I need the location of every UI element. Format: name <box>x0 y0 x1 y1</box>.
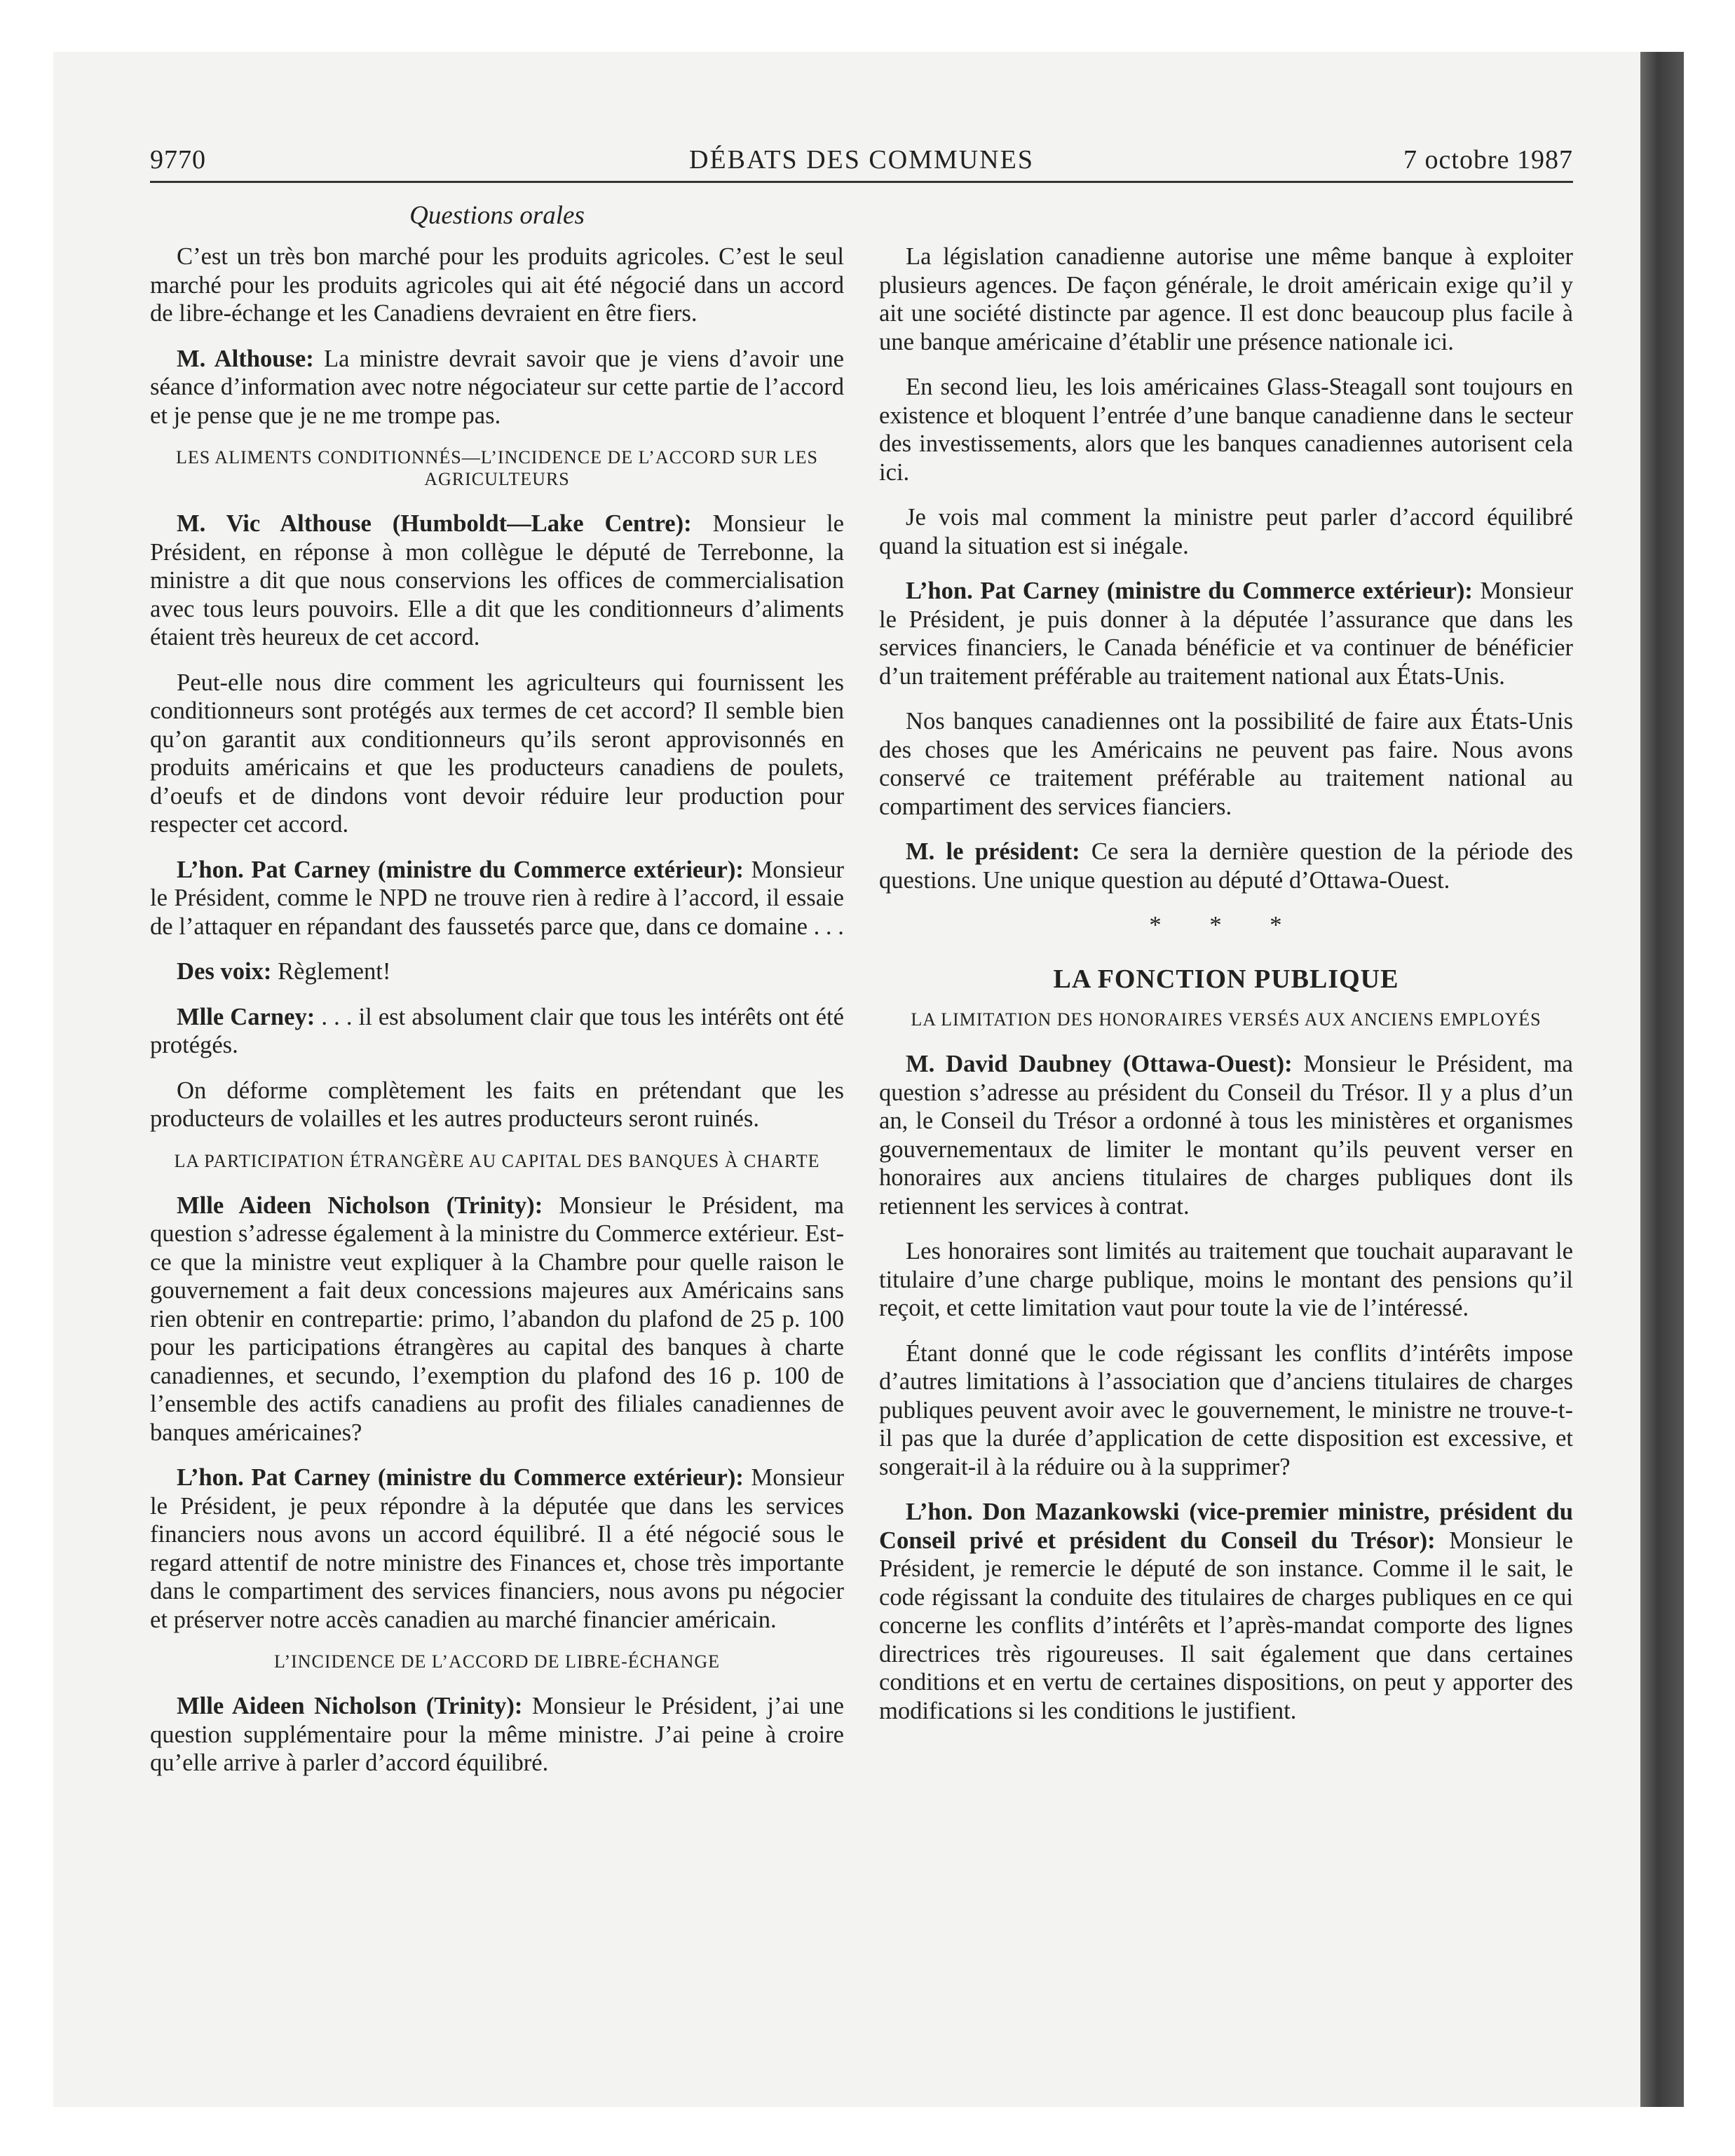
paragraph: Les honoraires sont limités au traitement que touchait auparavant le titulaire d’une charge publique, moins le montant des pensions qu’il reçoit, et cette limitation vaut pour toute la vie de l’intéressé. <box>879 1238 1573 1321</box>
paragraph: En second lieu, les lois américaines Glass-Steagall sont toujours en existence et bloquent l’entrée d’une banque canadienne dans le secteur des investissements, alors que les banques canadiennes autorisent cela ici. <box>879 374 1573 486</box>
page-header <box>150 144 1573 183</box>
speaker-name: M. le président: <box>906 838 1080 865</box>
paragraph <box>150 1003 844 1060</box>
speech-text: Règlement! <box>271 958 391 985</box>
paragraph <box>150 1692 844 1778</box>
paragraph <box>879 577 1573 690</box>
speaker-name: L’hon. Pat Carney (ministre du Commerce extérieur): <box>177 1464 744 1491</box>
paragraph <box>150 1192 844 1447</box>
section-title: Questions orales <box>409 201 585 230</box>
scan-edge-shadow <box>1640 52 1684 2107</box>
speech-text: Monsieur le Président, ma question s’adresse également à la ministre du Commerce extérieur. Est-ce que la ministre veut expliquer à la Chambre pour quelle raison le gouvernement a fait deux concessions majeures aux Américains sans rien obtenir en contrepartie: primo, l’abandon du plafond de 25 p. 100 pour les participations étrangères au capital des banques à charte canadiennes, et secundo, l’exemption du plafond des 16 p. 100 de l’ensemble des actifs canadiens au profit des filiales canadiennes de banques américaines? <box>150 1192 844 1446</box>
speaker-name: L’hon. Don Mazankowski (vice-premier ministre, président du Conseil privé et président du Conseil du Trésor): <box>879 1499 1573 1554</box>
paragraph: C’est un très bon marché pour les produits agricoles. C’est le seul marché pour les produits agricoles qui ait été négocié dans un accord de libre-échange et les Canadiens devraient en être fiers. <box>150 243 844 327</box>
paragraph: La législation canadienne autorise une même banque à exploiter plusieurs agences. De façon générale, le droit américain exige qu’il y ait une société distincte par agence. Il est donc beaucoup plus facile à une banque américaine d’établir une présence nationale ici. <box>879 243 1573 355</box>
paragraph <box>879 1050 1573 1220</box>
paragraph: Nos banques canadiennes ont la possibilité de faire aux États-Unis des choses que les Américains ne peuvent pas faire. Nous avons conservé ce traitement préférable au traitement national au compartiment des services fianciers. <box>879 708 1573 820</box>
speech-text: Monsieur le Président, je peux répondre à la députée que dans les services financiers nous avons un accord équilibré. Il a été négocié sous le regard attentif de notre ministre des Finances et, chose très importante dans le compartiment des services financiers, nous avons pu négocier et préserver notre accès canadien au marché financier américain. <box>150 1464 844 1633</box>
speaker-name: Mlle Aideen Nicholson (Trinity): <box>177 1693 523 1719</box>
speech-text: Monsieur le Président, en réponse à mon collègue le député de Terrebonne, la ministre a dit que nous conservions les offices de commercialisation avec tous leurs pouvoirs. Elle a dit que les conditionneurs d’aliments étaient très heureux de cet accord. <box>150 510 844 650</box>
publication-date: 7 octobre 1987 <box>1403 145 1573 175</box>
paragraph: On déforme complètement les faits en prétendant que les producteurs de volailles et les autres producteurs seront ruinés. <box>150 1077 844 1132</box>
speech-text: Monsieur le Président, comme le NPD ne trouve rien à redire à l’accord, il essaie de l’attaquer en répandant des faussetés parce que, dans ce domaine . . . <box>150 856 844 940</box>
speech-text: La ministre devrait savoir que je viens d’avoir une séance d’information avec notre négociateur sur cette partie de l’accord et je pense que je ne me trompe pas. <box>150 345 844 429</box>
speaker-name: Mlle Carney: <box>177 1003 315 1030</box>
speaker-name: Des voix: <box>177 958 272 985</box>
speaker-name: M. David Daubney (Ottawa-Ouest): <box>906 1051 1293 1077</box>
speaker-name: M. Vic Althouse (Humboldt—Lake Centre): <box>177 510 692 537</box>
section-separator: * * * <box>1149 912 1303 939</box>
subheading: L’INCIDENCE DE L’ACCORD DE LIBRE-ÉCHANGE <box>273 1651 721 1672</box>
left-column <box>150 243 844 1794</box>
right-column <box>879 243 1573 1742</box>
paragraph: Je vois mal comment la ministre peut parler d’accord équilibré quand la situation est si inégale. <box>879 504 1573 559</box>
subheading: LA PARTICIPATION ÉTRANGÈRE AU CAPITAL DES BANQUES À CHARTE <box>174 1150 820 1171</box>
paragraph <box>150 345 844 430</box>
speech-text: Monsieur le Président, je puis donner à la députée l’assurance que dans les services financiers, le Canada bénéficie et va continuer de bénéficier d’un traitement préférable au traitement national aux États-Unis. <box>879 578 1573 690</box>
paragraph <box>150 510 844 652</box>
section-heading: LA FONCTION PUBLIQUE <box>1053 964 1399 994</box>
paragraph <box>879 838 1573 894</box>
paragraph <box>879 1498 1573 1725</box>
speaker-name: M. Althouse: <box>177 345 314 372</box>
speaker-name: Mlle Aideen Nicholson (Trinity): <box>177 1192 543 1219</box>
paragraph: Peut-elle nous dire comment les agriculteurs qui fournissent les conditionneurs sont protégés aux termes de cet accord? Il semble bien qu’on garantit aux conditionneurs qu’ils seront approvisonnés en produits américains et que les producteurs canadiens de poulets, d’oeufs et de dindons vont devoir réduire leur production pour respecter cet accord. <box>150 669 844 838</box>
speaker-name: L’hon. Pat Carney (ministre du Commerce extérieur): <box>177 856 744 883</box>
publication-title: DÉBATS DES COMMUNES <box>689 145 1034 175</box>
subheading: LES ALIMENTS CONDITIONNÉS—L’INCIDENCE DE L’ACCORD SUR LES AGRICULTEURS <box>176 447 818 489</box>
paragraph <box>150 856 844 941</box>
speech-text: Monsieur le Président, je remercie le député de son instance. Comme il le sait, le code régissant la conduite des titulaires de charges publiques en ce qui concerne les conflits d’intérêts et l’après-mandat comporte des lignes directrices très rigoureuses. Il sait également que dans certaines conditions et en vertu de certaines dispositions, on peut y apporter des modifications si les conditions le justifient. <box>879 1527 1573 1724</box>
paragraph <box>150 957 844 986</box>
speech-text: Monsieur le Président, ma question s’adresse au président du Conseil du Trésor. Il y a plus d’un an, le Conseil du Trésor a ordonné à tous les ministères et organismes gouvernementaux de limiter le montant qu’ils peuvent verser en honoraires aux anciens titulaires de charges publiques dont ils retiennent les services à contrat. <box>879 1051 1574 1220</box>
paragraph: Étant donné que le code régissant les conflits d’intérêts impose d’autres limitations à l’association que d’anciens titulaires de charges publiques peuvent avoir avec le gouvernement, le ministre ne trouve-t-il pas que la durée d’application de cette disposition est excessive, et songerait-il à la réduire ou à la supprimer? <box>879 1339 1573 1480</box>
speech-text: Monsieur le Président, j’ai une question supplémentaire pour la même ministre. J’ai peine à croire qu’elle arrive à parler d’accord équilibré. <box>150 1693 844 1776</box>
speech-text: . . . il est absolument clair que tous les intérêts ont été protégés. <box>150 1003 844 1058</box>
page-number: 9770 <box>150 145 206 175</box>
speech-text: Ce sera la dernière question de la période des questions. Une unique question au député d’Ottawa-Ouest. <box>879 838 1573 894</box>
paragraph <box>150 1464 844 1634</box>
subheading: LA LIMITATION DES HONORAIRES VERSÉS AUX ANCIENS EMPLOYÉS <box>911 1009 1542 1030</box>
speaker-name: L’hon. Pat Carney (ministre du Commerce extérieur): <box>906 578 1473 604</box>
